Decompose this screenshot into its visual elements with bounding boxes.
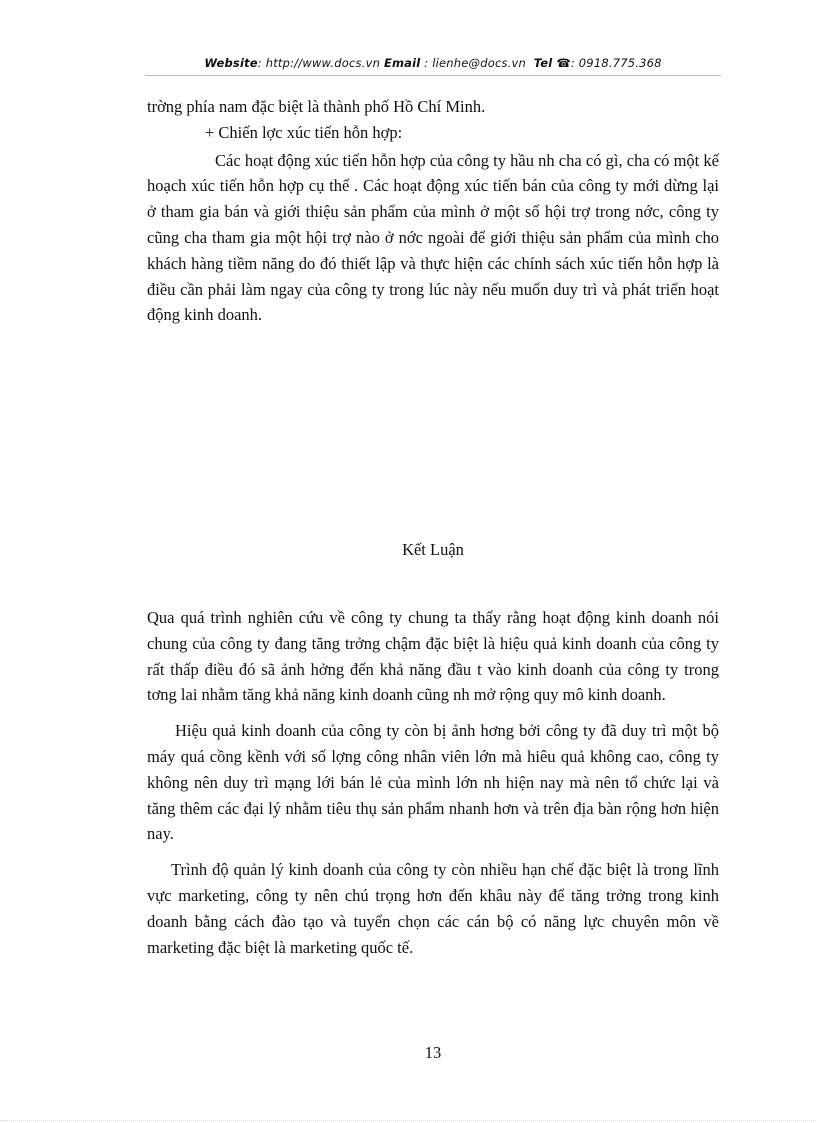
page-number: 13 [424, 1043, 442, 1062]
tel-value: ☎: 0918.775.368 [556, 56, 662, 70]
section-marketing-strategy [147, 94, 719, 328]
email-label: Email [383, 56, 421, 70]
conclusion-paragraph-3: Trình độ quản lý kinh doanh của công ty còn nhiều hạn chế đặc biệt là trong lĩnh vực marketing, công ty nên chú trọng hơn đến khâu này để tăng trởng trong kinh doanh bằng cách đào tạo và tuyển chọn các cán bộ có năng lực chuyên môn về marketing đặc biệt là marketing quốc tế. [147, 860, 719, 957]
conclusion-paragraph-2: Hiệu quả kinh doanh của công ty còn bị ảnh hơng bởi công ty đã duy trì một bộ máy quá cồng kềnh với số lợng công nhân viên lớn mà hiêu quả không cao, công ty không nên duy trì mạng lới bán lẻ của mình lớn nh hiện nay mà nên tổ chức lại và tăng thêm các đại lý nhằm tiêu thụ sản phẩm nhanh hơn và trên địa bàn rộng hơn hiện nay. [147, 721, 719, 844]
footer-divider [0, 1120, 816, 1121]
conclusion-body [147, 605, 719, 960]
tel-label: Tel [533, 56, 553, 70]
header-divider [145, 75, 721, 76]
page-header [145, 56, 721, 70]
conclusion-paragraph-1: Qua quá trình nghiên cứu về công ty chung ta thấy rằng hoạt động kinh doanh nói chung của công ty đang tăng trởng chậm đặc biệt là hiệu quả kinh doanh của công ty rất thấp điều đó sã ảnh hởng đến khả năng đầu t vào kinh doanh của công ty trong tơng lai nhằm tăng khả năng kinh doanh cũng nh mở rộng quy mô kinh doanh. [147, 608, 719, 705]
website-label: Website [204, 56, 258, 70]
website-value: : http://www.docs.vn [257, 56, 381, 70]
carryover-line: trờng phía nam đặc biệt là thành phố Hồ Chí Minh. [147, 97, 486, 116]
subheading-promotion-strategy: + Chiến lợc xúc tiến hỗn hợp: [205, 122, 403, 142]
promotion-paragraph: Các hoạt động xúc tiến hỗn hợp của công ty hầu nh cha có gì, cha có một kế hoạch xúc tiến hỗn hợp cụ thể . Các hoạt động xúc tiến bán của công ty mới dừng lại ở tham gia bán và giới thiệu sản phẩm của mình ở một số hội trợ trong nớc, công ty cũng cha tham gia một hội trợ nào ở nớc ngoài để giới thiệu sản phẩm của mình cho khách hàng tiềm năng do đó thiết lập và thực hiện các chính sách xúc tiến hỗn hợp là điều cần phải làm ngay của công ty trong lúc này nếu muốn duy trì và phát triển hoạt động kinh doanh. [147, 150, 719, 325]
email-value: : lienhe@docs.vn [424, 56, 527, 70]
conclusion-heading: Kết Luận [402, 540, 464, 559]
